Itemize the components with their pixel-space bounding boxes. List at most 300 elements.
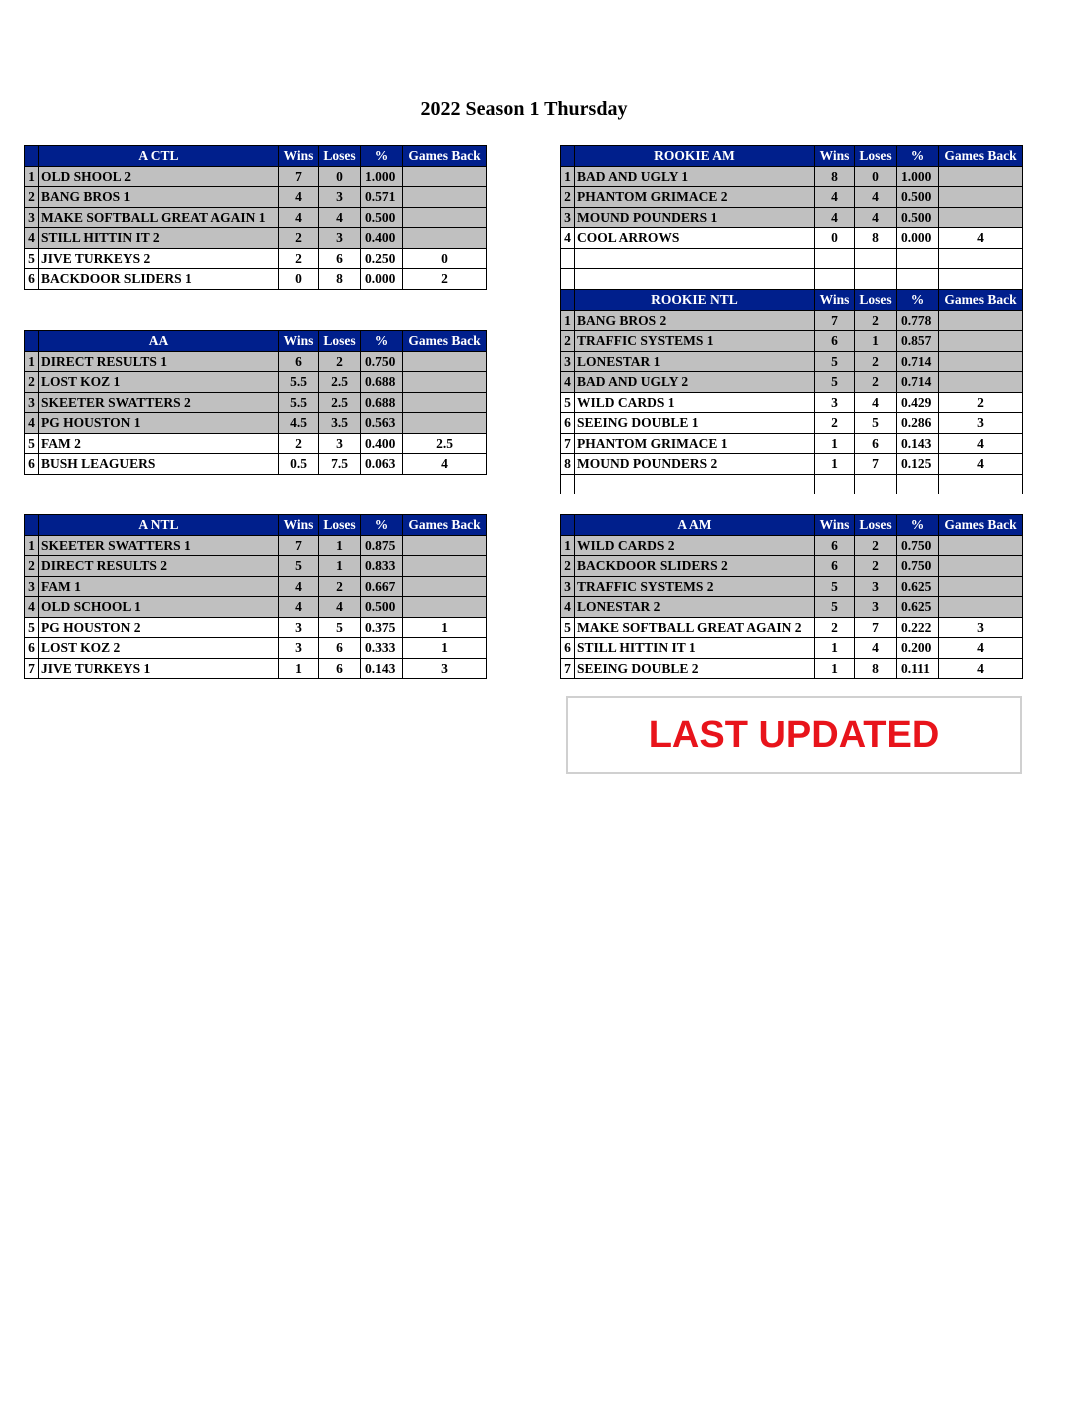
empty-cell (815, 474, 855, 494)
pct-cell: 0.063 (361, 454, 403, 475)
pct-cell: 0.500 (897, 187, 939, 208)
rank-cell: 1 (561, 535, 575, 556)
pct-cell: 0.625 (897, 597, 939, 618)
games-back-cell (403, 187, 487, 208)
rank-cell: 4 (561, 597, 575, 618)
team-name: BUSH LEAGUERS (39, 454, 279, 475)
table-row (561, 351, 1023, 372)
loses-cell: 7.5 (319, 454, 361, 475)
pct-header: % (361, 515, 403, 536)
team-name: BANG BROS 1 (39, 187, 279, 208)
loses-header: Loses (855, 290, 897, 311)
empty-cell (897, 269, 939, 289)
pct-header: % (897, 290, 939, 311)
empty-cell (815, 269, 855, 289)
table-row (25, 658, 487, 679)
rank-cell: 6 (25, 454, 39, 475)
games-back-cell (403, 597, 487, 618)
empty-cell (575, 248, 815, 269)
wins-cell: 3 (279, 638, 319, 659)
games-back-cell: 0 (403, 248, 487, 269)
empty-cell (561, 474, 575, 494)
division-name: AA (39, 331, 279, 352)
empty-cell (561, 269, 575, 289)
division-name: ROOKIE NTL (575, 290, 815, 311)
division-table-rookie-ntl (560, 289, 1023, 494)
loses-cell: 8 (855, 658, 897, 679)
loses-header: Loses (855, 146, 897, 167)
division-name: A AM (575, 515, 815, 536)
games-back-cell (939, 556, 1023, 577)
wins-cell: 3 (815, 392, 855, 413)
table-row (25, 433, 487, 454)
rank-cell: 1 (25, 351, 39, 372)
games-back-cell (939, 187, 1023, 208)
team-name: MAKE SOFTBALL GREAT AGAIN 1 (39, 207, 279, 228)
table-row (25, 351, 487, 372)
games-back-cell: 4 (939, 433, 1023, 454)
pct-cell: 0.667 (361, 576, 403, 597)
rank-cell: 4 (561, 228, 575, 249)
rank-cell: 3 (25, 392, 39, 413)
wins-cell: 8 (815, 166, 855, 187)
division-table-a-ntl (24, 514, 487, 679)
pct-cell: 0.714 (897, 351, 939, 372)
team-name: DIRECT RESULTS 2 (39, 556, 279, 577)
pct-cell: 0.000 (897, 228, 939, 249)
loses-cell: 4 (855, 638, 897, 659)
games-back-cell (939, 207, 1023, 228)
wins-cell: 5 (815, 597, 855, 618)
table-row (561, 331, 1023, 352)
rank-cell: 6 (561, 413, 575, 434)
header-rank-cell (561, 290, 575, 311)
team-name: BACKDOOR SLIDERS 1 (39, 269, 279, 290)
team-name: TRAFFIC SYSTEMS 2 (575, 576, 815, 597)
games-back-cell: 4 (939, 658, 1023, 679)
games-back-cell: 4 (939, 454, 1023, 475)
loses-cell: 8 (855, 228, 897, 249)
team-name: COOL ARROWS (575, 228, 815, 249)
team-name: STILL HITTIN IT 2 (39, 228, 279, 249)
team-name: WILD CARDS 1 (575, 392, 815, 413)
loses-cell: 2 (319, 576, 361, 597)
division-header-row (561, 290, 1023, 311)
loses-cell: 8 (319, 269, 361, 290)
loses-cell: 0 (855, 166, 897, 187)
wins-cell: 4 (279, 207, 319, 228)
division-header-row (25, 515, 487, 536)
games-back-cell (939, 351, 1023, 372)
wins-cell: 1 (815, 658, 855, 679)
team-name: SEEING DOUBLE 2 (575, 658, 815, 679)
table-row (25, 617, 487, 638)
table-row (561, 310, 1023, 331)
games-back-cell (403, 576, 487, 597)
wins-cell: 6 (815, 535, 855, 556)
rank-cell: 2 (561, 556, 575, 577)
table-row (25, 228, 487, 249)
pct-cell: 0.688 (361, 392, 403, 413)
rank-cell: 4 (25, 413, 39, 434)
wins-header: Wins (279, 331, 319, 352)
rank-cell: 2 (25, 187, 39, 208)
pct-cell: 0.143 (897, 433, 939, 454)
header-rank-cell (25, 331, 39, 352)
empty-cell (939, 269, 1023, 289)
games-back-cell: 4 (403, 454, 487, 475)
wins-cell: 1 (279, 658, 319, 679)
loses-cell: 6 (319, 248, 361, 269)
wins-cell: 5.5 (279, 392, 319, 413)
pct-cell: 0.778 (897, 310, 939, 331)
empty-cell (575, 269, 815, 289)
empty-cell (855, 474, 897, 494)
pct-cell: 0.500 (897, 207, 939, 228)
pct-cell: 0.333 (361, 638, 403, 659)
loses-cell: 6 (319, 658, 361, 679)
division-table-rookie-am (560, 145, 1023, 289)
loses-cell: 3 (319, 228, 361, 249)
pct-cell: 1.000 (897, 166, 939, 187)
loses-cell: 2 (855, 535, 897, 556)
page-title: 2022 Season 1 Thursday (420, 98, 628, 120)
loses-header: Loses (319, 146, 361, 167)
wins-cell: 4 (279, 597, 319, 618)
loses-cell: 7 (855, 617, 897, 638)
wins-cell: 0.5 (279, 454, 319, 475)
rank-cell: 5 (25, 248, 39, 269)
rank-cell: 3 (25, 576, 39, 597)
wins-cell: 3 (279, 617, 319, 638)
games-back-header: Games Back (403, 146, 487, 167)
wins-header: Wins (279, 146, 319, 167)
table-row (25, 372, 487, 393)
pct-cell: 0.429 (897, 392, 939, 413)
loses-cell: 3 (855, 597, 897, 618)
team-name: LONESTAR 2 (575, 597, 815, 618)
table-row (25, 454, 487, 475)
wins-cell: 2 (815, 413, 855, 434)
games-back-cell: 4 (939, 228, 1023, 249)
pct-cell: 0.286 (897, 413, 939, 434)
games-back-cell (939, 576, 1023, 597)
loses-cell: 1 (319, 556, 361, 577)
table-row (25, 392, 487, 413)
loses-cell: 5 (319, 617, 361, 638)
wins-header: Wins (279, 515, 319, 536)
rank-cell: 1 (561, 310, 575, 331)
team-name: PHANTOM GRIMACE 1 (575, 433, 815, 454)
pct-header: % (361, 146, 403, 167)
empty-cell (939, 474, 1023, 494)
wins-cell: 7 (279, 166, 319, 187)
wins-cell: 6 (279, 351, 319, 372)
games-back-cell (403, 556, 487, 577)
pct-cell: 0.250 (361, 248, 403, 269)
rank-cell: 3 (561, 207, 575, 228)
games-back-cell (403, 413, 487, 434)
team-name: DIRECT RESULTS 1 (39, 351, 279, 372)
team-name: LOST KOZ 1 (39, 372, 279, 393)
team-name: WILD CARDS 2 (575, 535, 815, 556)
rank-cell: 5 (561, 617, 575, 638)
loses-cell: 6 (855, 433, 897, 454)
games-back-cell (403, 535, 487, 556)
loses-cell: 3 (319, 187, 361, 208)
rank-cell: 7 (561, 658, 575, 679)
division-table-a-ctl (24, 145, 487, 290)
table-row (561, 617, 1023, 638)
table-row (561, 597, 1023, 618)
games-back-cell: 4 (939, 638, 1023, 659)
loses-cell: 2 (855, 351, 897, 372)
empty-cell (855, 269, 897, 289)
wins-cell: 5 (279, 556, 319, 577)
rank-cell: 5 (561, 392, 575, 413)
division-header-row (25, 146, 487, 167)
games-back-cell: 3 (403, 658, 487, 679)
wins-cell: 1 (815, 454, 855, 475)
rank-cell: 8 (561, 454, 575, 475)
table-row (25, 187, 487, 208)
rank-cell: 6 (25, 638, 39, 659)
wins-cell: 5 (815, 576, 855, 597)
pct-cell: 0.875 (361, 535, 403, 556)
rank-cell: 6 (25, 269, 39, 290)
wins-cell: 4.5 (279, 413, 319, 434)
games-back-cell: 2.5 (403, 433, 487, 454)
pct-cell: 0.714 (897, 372, 939, 393)
division-name: A NTL (39, 515, 279, 536)
pct-cell: 0.625 (897, 576, 939, 597)
empty-cell (561, 248, 575, 269)
loses-cell: 2.5 (319, 392, 361, 413)
team-name: BAD AND UGLY 1 (575, 166, 815, 187)
games-back-cell: 3 (939, 617, 1023, 638)
table-row (561, 228, 1023, 249)
table-row (25, 535, 487, 556)
team-name: MOUND POUNDERS 2 (575, 454, 815, 475)
pct-header: % (897, 146, 939, 167)
loses-cell: 6 (319, 638, 361, 659)
table-row (561, 413, 1023, 434)
table-row (561, 207, 1023, 228)
table-row (25, 207, 487, 228)
games-back-cell (403, 372, 487, 393)
table-row (561, 166, 1023, 187)
pct-cell: 0.750 (361, 351, 403, 372)
empty-cell (939, 248, 1023, 269)
wins-header: Wins (815, 515, 855, 536)
pct-cell: 0.833 (361, 556, 403, 577)
loses-header: Loses (319, 331, 361, 352)
table-row (25, 269, 487, 290)
division-header-row (25, 331, 487, 352)
table-row (561, 638, 1023, 659)
loses-cell: 4 (855, 207, 897, 228)
loses-cell: 0 (319, 166, 361, 187)
loses-cell: 1 (319, 535, 361, 556)
rank-cell: 5 (25, 433, 39, 454)
wins-cell: 2 (279, 228, 319, 249)
loses-cell: 5 (855, 413, 897, 434)
loses-cell: 2.5 (319, 372, 361, 393)
empty-row (561, 474, 1023, 494)
games-back-cell (939, 310, 1023, 331)
team-name: PG HOUSTON 1 (39, 413, 279, 434)
wins-cell: 7 (279, 535, 319, 556)
pct-cell: 0.375 (361, 617, 403, 638)
rank-cell: 1 (25, 535, 39, 556)
rank-cell: 7 (561, 433, 575, 454)
empty-cell (855, 248, 897, 269)
rank-cell: 2 (561, 187, 575, 208)
team-name: BANG BROS 2 (575, 310, 815, 331)
team-name: JIVE TURKEYS 1 (39, 658, 279, 679)
games-back-header: Games Back (939, 290, 1023, 311)
loses-cell: 2 (855, 310, 897, 331)
pct-cell: 0.000 (361, 269, 403, 290)
division-table-aa (24, 330, 487, 475)
wins-header: Wins (815, 290, 855, 311)
games-back-header: Games Back (939, 515, 1023, 536)
pct-cell: 0.400 (361, 228, 403, 249)
loses-cell: 3 (855, 576, 897, 597)
games-back-cell (939, 372, 1023, 393)
wins-cell: 7 (815, 310, 855, 331)
rank-cell: 1 (561, 166, 575, 187)
games-back-cell: 3 (939, 413, 1023, 434)
wins-cell: 1 (815, 433, 855, 454)
games-back-cell (403, 351, 487, 372)
team-name: MOUND POUNDERS 1 (575, 207, 815, 228)
table-row (561, 535, 1023, 556)
rank-cell: 3 (25, 207, 39, 228)
pct-cell: 0.143 (361, 658, 403, 679)
pct-cell: 0.125 (897, 454, 939, 475)
games-back-header: Games Back (403, 515, 487, 536)
rank-cell: 2 (25, 556, 39, 577)
division-name: ROOKIE AM (575, 146, 815, 167)
rank-cell: 1 (25, 166, 39, 187)
pct-header: % (361, 331, 403, 352)
division-table-a-am (560, 514, 1023, 679)
team-name: PG HOUSTON 2 (39, 617, 279, 638)
division-header-row (561, 146, 1023, 167)
empty-cell (897, 248, 939, 269)
rank-cell: 7 (25, 658, 39, 679)
games-back-header: Games Back (939, 146, 1023, 167)
games-back-cell (939, 166, 1023, 187)
table-row (561, 372, 1023, 393)
loses-cell: 4 (855, 392, 897, 413)
team-name: JIVE TURKEYS 2 (39, 248, 279, 269)
wins-cell: 5 (815, 372, 855, 393)
games-back-cell (939, 535, 1023, 556)
table-row (561, 454, 1023, 475)
header-rank-cell (25, 146, 39, 167)
empty-row (561, 248, 1023, 269)
wins-cell: 4 (815, 187, 855, 208)
wins-cell: 2 (279, 248, 319, 269)
loses-cell: 2 (855, 556, 897, 577)
table-row (561, 392, 1023, 413)
team-name: LONESTAR 1 (575, 351, 815, 372)
loses-header: Loses (319, 515, 361, 536)
loses-cell: 2 (855, 372, 897, 393)
loses-cell: 1 (855, 331, 897, 352)
games-back-header: Games Back (403, 331, 487, 352)
header-rank-cell (561, 146, 575, 167)
pct-cell: 0.750 (897, 556, 939, 577)
table-row (25, 556, 487, 577)
wins-cell: 4 (815, 207, 855, 228)
team-name: MAKE SOFTBALL GREAT AGAIN 2 (575, 617, 815, 638)
rank-cell: 6 (561, 638, 575, 659)
table-row (25, 597, 487, 618)
wins-cell: 0 (279, 269, 319, 290)
pct-cell: 0.222 (897, 617, 939, 638)
team-name: STILL HITTIN IT 1 (575, 638, 815, 659)
team-name: TRAFFIC SYSTEMS 1 (575, 331, 815, 352)
games-back-cell: 1 (403, 638, 487, 659)
header-rank-cell (25, 515, 39, 536)
division-name: A CTL (39, 146, 279, 167)
table-row (25, 576, 487, 597)
wins-cell: 4 (279, 576, 319, 597)
games-back-cell: 1 (403, 617, 487, 638)
games-back-cell (939, 597, 1023, 618)
games-back-cell: 2 (939, 392, 1023, 413)
pct-cell: 0.563 (361, 413, 403, 434)
table-row (25, 413, 487, 434)
empty-cell (897, 474, 939, 494)
division-header-row (561, 515, 1023, 536)
team-name: SEEING DOUBLE 1 (575, 413, 815, 434)
games-back-cell (403, 392, 487, 413)
pct-header: % (897, 515, 939, 536)
pct-cell: 0.200 (897, 638, 939, 659)
table-row (561, 433, 1023, 454)
pct-cell: 0.571 (361, 187, 403, 208)
rank-cell: 5 (25, 617, 39, 638)
pct-cell: 0.111 (897, 658, 939, 679)
wins-cell: 6 (815, 331, 855, 352)
wins-cell: 2 (279, 433, 319, 454)
games-back-cell: 2 (403, 269, 487, 290)
games-back-cell (403, 228, 487, 249)
games-back-cell (939, 331, 1023, 352)
rank-cell: 4 (561, 372, 575, 393)
wins-cell: 5.5 (279, 372, 319, 393)
team-name: OLD SHOOL 2 (39, 166, 279, 187)
loses-header: Loses (855, 515, 897, 536)
wins-cell: 4 (279, 187, 319, 208)
table-row (561, 187, 1023, 208)
games-back-cell (403, 166, 487, 187)
rank-cell: 2 (25, 372, 39, 393)
empty-cell (815, 248, 855, 269)
pct-cell: 0.750 (897, 535, 939, 556)
rank-cell: 4 (25, 228, 39, 249)
team-name: OLD SCHOOL 1 (39, 597, 279, 618)
rank-cell: 4 (25, 597, 39, 618)
wins-cell: 1 (815, 638, 855, 659)
wins-cell: 6 (815, 556, 855, 577)
table-row (25, 248, 487, 269)
loses-cell: 7 (855, 454, 897, 475)
